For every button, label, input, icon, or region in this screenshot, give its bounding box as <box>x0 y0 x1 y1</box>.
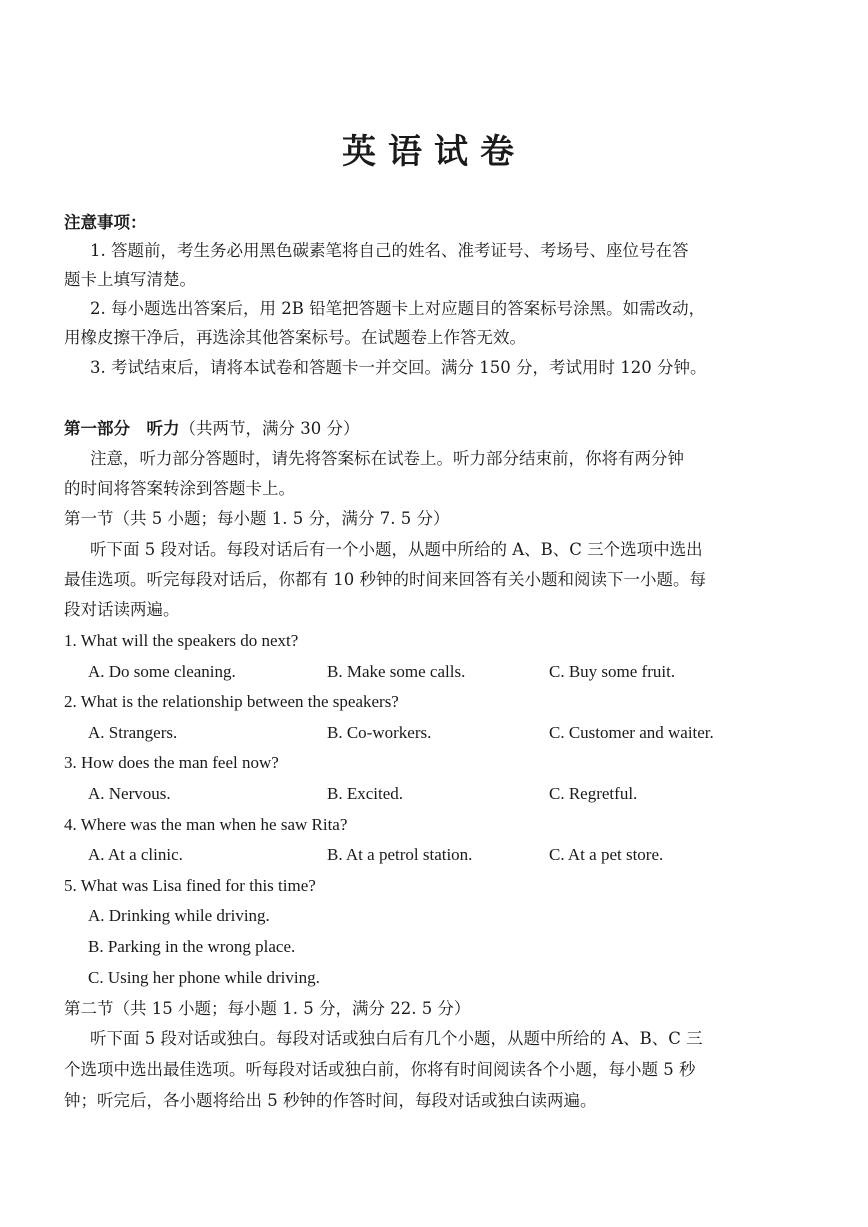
section1-intro-line-1: 听下面 5 段对话。每段对话后有一个小题，从题中所给的 A、B、C 三个选项中选出 <box>90 540 703 559</box>
section1-intro-line-3: 段对话读两遍。 <box>64 600 180 619</box>
question-3-option-c: C. Regretful. <box>549 784 638 803</box>
question-3-option-a: A. Nervous. <box>88 784 171 803</box>
question-2-option-a: A. Strangers. <box>88 723 178 742</box>
question-2-option-c: C. Customer and waiter. <box>549 723 714 742</box>
question-1: 1. What will the speakers do next? <box>64 631 299 650</box>
question-4-option-a: A. At a clinic. <box>88 845 183 864</box>
part1-note-line-1: 注意，听力部分答题时，请先将答案标在试卷上。听力部分结束前，你将有两分钟 <box>90 449 684 468</box>
section2-intro-line-2: 个选项中选出最佳选项。听每段对话或独白前，你将有时间阅读各个小题，每小题 5 秒 <box>64 1060 696 1079</box>
question-2: 2. What is the relationship between the speakers? <box>64 692 399 711</box>
question-1-option-c: C. Buy some fruit. <box>549 662 676 681</box>
question-3-option-b: B. Excited. <box>327 784 404 803</box>
section2-intro-line-1: 听下面 5 段对话或独白。每段对话或独白后有几个小题，从题中所给的 A、B、C 三 <box>90 1029 703 1048</box>
page-title: 英语试卷 <box>342 132 526 172</box>
notice-heading: 注意事项： <box>64 213 147 232</box>
question-5: 5. What was Lisa fined for this time? <box>64 876 316 895</box>
question-4-option-b: B. At a petrol station. <box>327 845 473 864</box>
section1-intro-line-2: 最佳选项。听完每段对话后，你都有 10 秒钟的时间来回答有关小题和阅读下一小题。每 <box>64 570 706 589</box>
question-4: 4. Where was the man when he saw Rita? <box>64 815 348 834</box>
question-2-option-b: B. Co-workers. <box>327 723 432 742</box>
notice-item-1-line-1: 1. 答题前，考生务必用黑色碳素笔将自己的姓名、准考证号、考场号、座位号在答 <box>90 241 689 260</box>
part1-note-line-2: 的时间将答案转涂到答题卡上。 <box>64 479 295 498</box>
question-4-option-c: C. At a pet store. <box>549 845 664 864</box>
notice-item-3: 3. 考试结束后，请将本试卷和答题卡一并交回。满分 150 分，考试用时 120 分钟。 <box>90 358 707 377</box>
part1-heading <box>64 416 810 442</box>
notice-item-2-line-1: 2. 每小题选出答案后，用 2B 铅笔把答题卡上对应题目的答案标号涂黑。如需改动， <box>90 299 706 318</box>
question-3: 3. How does the man feel now? <box>64 753 279 772</box>
section1-heading: 第一节（共 5 小题；每小题 1. 5 分，满分 7. 5 分） <box>64 509 450 528</box>
notice-item-1-line-2: 题卡上填写清楚。 <box>64 270 196 289</box>
part1-heading-points: （共两节，满分 30 分） <box>179 419 360 438</box>
question-1-option-a: A. Do some cleaning. <box>88 662 236 681</box>
section2-heading: 第二节（共 15 小题；每小题 1. 5 分，满分 22. 5 分） <box>64 999 471 1018</box>
question-5-option-a: A. Drinking while driving. <box>88 906 270 925</box>
question-5-option-c: C. Using her phone while driving. <box>88 968 320 987</box>
question-5-option-b: B. Parking in the wrong place. <box>88 937 296 956</box>
notice-item-2-line-2: 用橡皮擦干净后，再选涂其他答案标号。在试题卷上作答无效。 <box>64 328 526 347</box>
section2-intro-line-3: 钟；听完后，各小题将给出 5 秒钟的作答时间，每段对话或独白读两遍。 <box>64 1091 597 1110</box>
part1-heading-title: 第一部分 听力 <box>64 419 180 438</box>
question-1-option-b: B. Make some calls. <box>327 662 466 681</box>
